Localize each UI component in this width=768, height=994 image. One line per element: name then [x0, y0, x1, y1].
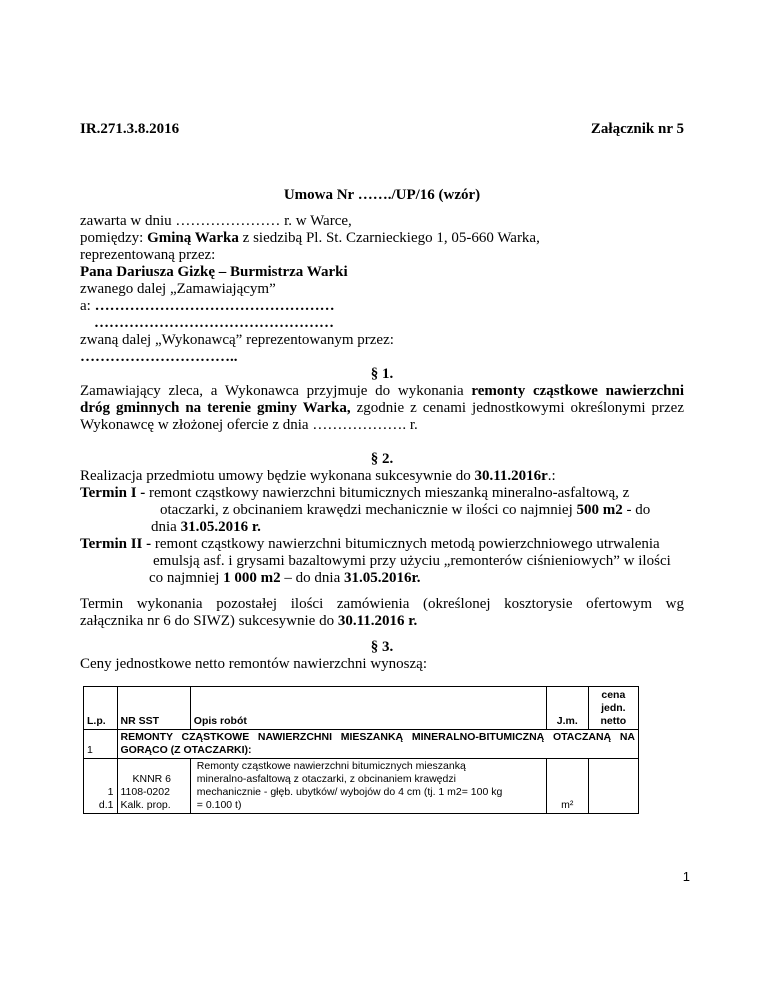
term-1-line-1: Termin I - remont cząstkowy nawierzchni bitumicznych mieszanką mineralno-asfaltową, z [80, 485, 630, 501]
header-unit: J.m. [546, 687, 588, 730]
table-group-row [84, 730, 639, 759]
section-3-intro: Ceny jednostkowe netto remontów nawierzchni wynoszą: [80, 656, 427, 672]
intro-contractor-line: a: ………………………………………… [80, 298, 335, 314]
section-2-paragraph-line-1: Termin wykonania pozostałej ilości zamówienia (określonej kosztorysie ofertowym wg [80, 596, 684, 612]
section-2-line-1: Realizacja przedmiotu umowy będzie wykonana sukcesywnie do 30.11.2016r.: [80, 468, 556, 484]
section-2-paragraph-line-2: załącznika nr 6 do SIWZ) sukcesywnie do 30.11.2016 r. [80, 613, 418, 629]
section-1-line-1: Zamawiający zleca, a Wykonawca przyjmuje do wykonania remonty cząstkowe nawierzchni [80, 383, 684, 399]
section-1-line-2: dróg gminnych na terenie gminy Warka, zgodnie z cenami jednostkowymi określonymi przez [80, 400, 684, 416]
reference-number: IR.271.3.8.2016 [80, 121, 180, 137]
section-3-heading: § 3. [370, 639, 394, 655]
header-sst: NR SST [117, 687, 190, 730]
row-unit: m² [546, 759, 588, 814]
intro-represented-line: reprezentowaną przez: [80, 247, 216, 263]
table-row [84, 759, 639, 814]
contract-title: Umowa Nr ……./UP/16 (wzór) [283, 187, 481, 203]
term-2-line-1: Termin II - remont cząstkowy nawierzchni bitumicznych metodą powierzchniowego utrwalenia [80, 536, 660, 552]
term-2-line-3: co najmniej 1 000 m2 – do dnia 31.05.2016r. [149, 570, 421, 586]
section-1-line-3: Wykonawcę w złożonej ofercie z dnia ………………. r. [80, 417, 418, 433]
annex-label: Załącznik nr 5 [590, 121, 684, 137]
row-sst: KNNR 6 1108-0202 Kalk. prop. [117, 759, 190, 814]
header-lp: L.p. [84, 687, 118, 730]
intro-parties-line: pomiędzy: Gminą Warka z siedzibą Pl. St. Czarnieckiego 1, 05-660 Warka, [80, 230, 540, 246]
header-description: Opis robót [190, 687, 546, 730]
intro-ordering-party-line: zwanego dalej „Zamawiającym” [80, 281, 276, 297]
page-number: 1 [682, 869, 690, 884]
intro-contractor-named-line: zwaną dalej „Wykonawcą” reprezentowanym przez: [80, 332, 394, 348]
term-1-line-2: otaczarki, z obcinaniem krawędzi mechanicznie w ilości co najmniej 500 m2 - do [160, 502, 651, 518]
section-2-heading: § 2. [370, 451, 394, 467]
row-unit-price [588, 759, 638, 814]
intro-date-line: zawarta w dniu ………………… r. w Warce, [80, 213, 352, 229]
unit-price-table [83, 686, 639, 814]
row-description: Remonty cząstkowe nawierzchni bitumicznych mieszanką mineralno-asfaltową z otaczarki, z obcinaniem krawędzi mechanicznie - głęb. ubytków/ wybojów do 4 cm (tj. 1 m2= 100 kg = 0.100 t) [190, 759, 546, 814]
group-number: 1 [84, 730, 118, 759]
contractor-placeholder: ………………………………………… [94, 315, 334, 331]
row-lp: 1 d.1 [84, 759, 118, 814]
term-2-line-2: emulsją asf. i grysami bazaltowymi przy użyciu „remonterów ciśnieniowych” w ilości [153, 553, 671, 569]
representative-placeholder: ………………………….. [80, 349, 238, 365]
header-unit-price: cena jedn. netto [588, 687, 638, 730]
section-1-heading: § 1. [370, 366, 394, 382]
table-header-row [84, 687, 639, 730]
term-1-line-3: dnia 31.05.2016 r. [151, 519, 261, 535]
mayor-name: Pana Dariusza Gizkę – Burmistrza Warki [80, 264, 348, 280]
group-title: REMONTY CZĄSTKOWE NAWIERZCHNI MIESZANKĄ MINERALNO-BITUMICZNĄ OTACZANĄ NA GORĄCO (Z OTACZARKI): [117, 730, 639, 759]
